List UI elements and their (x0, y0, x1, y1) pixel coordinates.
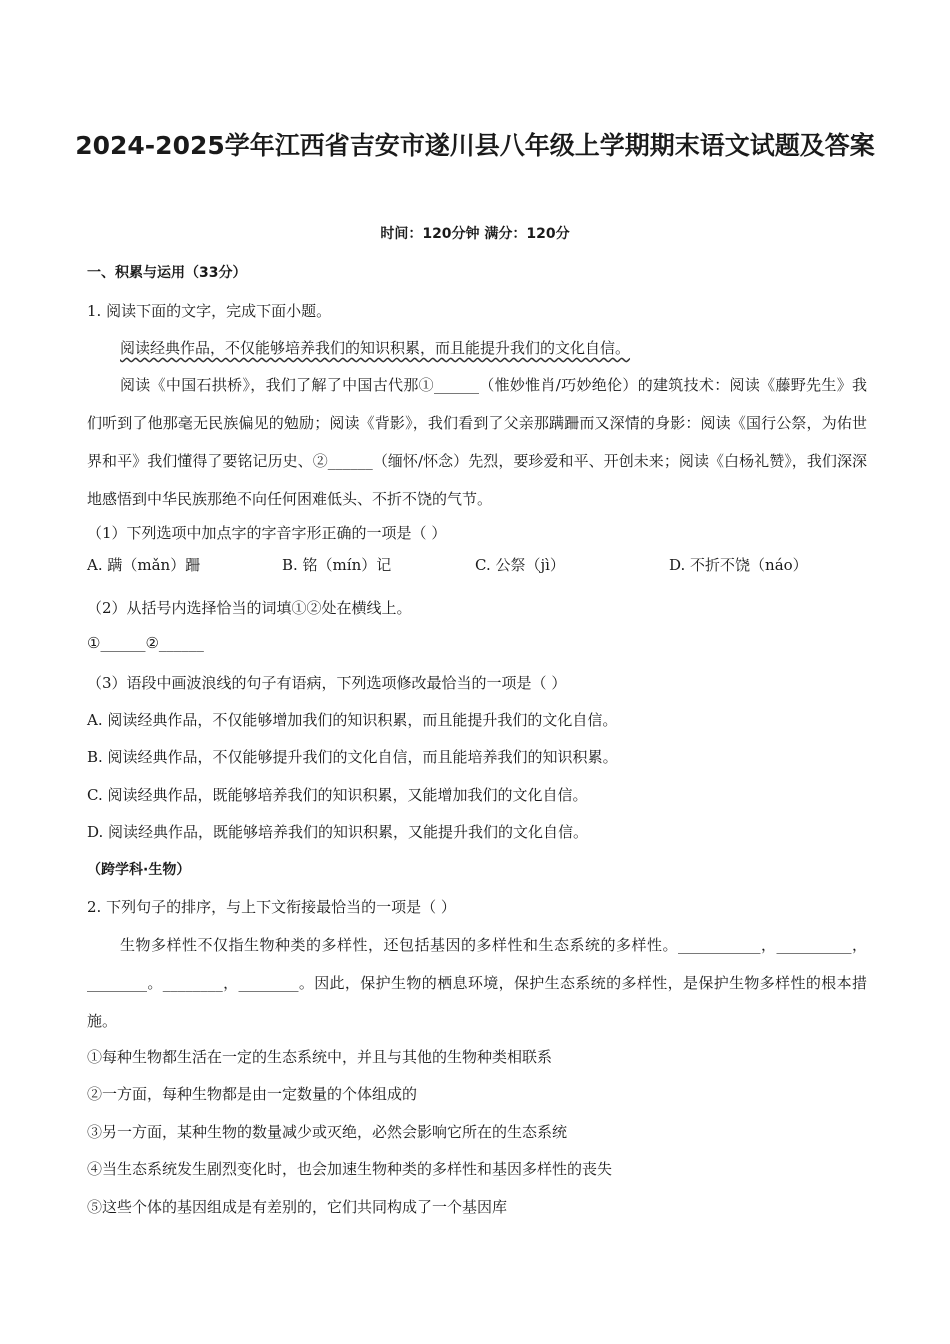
sentence-item: ①每种生物都生活在一定的生态系统中，并且与其他的生物种类相联系 (87, 1048, 553, 1066)
sub-question-2-blanks: ①______②______ (87, 634, 204, 652)
cross-subject-tag: （跨学科·生物） (87, 862, 191, 878)
document-title: 2024-2025学年江西省吉安市遂川县八年级上学期期末语文试题及答案 (75, 131, 875, 160)
option-b: B. 铭（mín）记 (282, 556, 392, 574)
sub-question-2: （2）从括号内选择恰当的词填①②处在横线上。 (87, 599, 412, 617)
question-1-stem: 1. 阅读下面的文字，完成下面小题。 (87, 302, 332, 320)
option-a: A. 阅读经典作品，不仅能够增加我们的知识积累，而且能提升我们的文化自信。 (87, 711, 618, 729)
sentence-item: ④当生态系统发生剧烈变化时，也会加速生物种类的多样性和基因多样性的丧失 (87, 1160, 613, 1178)
option-d: D. 不折不饶（náo） (669, 556, 808, 574)
question-1-passage: 阅读《中国石拱桥》，我们了解了中国古代那①______（惟妙惟肖/巧妙绝伦）的建筑技术：阅读《藤野先生》我们听到了他那毫无民族偏见的勉励；阅读《背影》，我们看到了父亲那蹒跚而又深情的身影：阅读《国行公祭，为佑世界和平》我们懂得了要铭记历史、②______（缅怀/怀念）先烈，要珍爱和平、开创未来；阅读《白杨礼赞》，我们深深地感悟到中华民族那绝不向任何困难低头、不折不饶的气节。 (87, 376, 867, 508)
question-2-passage: 生物多样性不仅指生物种类的多样性，还包括基因的多样性和生态系统的多样性。___________，__________，________。________，________。因此，保护生物的栖息环境，保护生态系统的多样性，是保护生物多样性的根本措施。 (87, 936, 867, 1030)
option-d: D. 阅读经典作品，既能够培养我们的知识积累，又能提升我们的文化自信。 (87, 823, 589, 841)
sentence-item: ②一方面，每种生物都是由一定数量的个体组成的 (87, 1085, 418, 1103)
sentence-item: ⑤这些个体的基因组成是有差别的，它们共同构成了一个基因库 (87, 1198, 508, 1216)
exam-meta: 时间：120分钟 满分：120分 (380, 226, 570, 242)
sub-question-3: （3）语段中画波浪线的句子有语病，下列选项修改最恰当的一项是（ ） (87, 674, 567, 692)
section-heading: 一、积累与运用（33分） (87, 265, 247, 281)
question-2-stem: 2. 下列句子的排序，与上下文衔接最恰当的一项是（ ） (87, 898, 456, 916)
sub-question-1: （1）下列选项中加点字的字音字形正确的一项是（ ） (87, 524, 447, 542)
option-c: C. 公祭（jì） (475, 556, 565, 574)
wavy-sentence: 阅读经典作品，不仅能够培养我们的知识积累，而且能提升我们的文化自信。 (120, 339, 631, 357)
sentence-item: ③另一方面，某种生物的数量减少或灭绝，必然会影响它所在的生态系统 (87, 1123, 568, 1141)
option-c: C. 阅读经典作品，既能够培养我们的知识积累，又能增加我们的文化自信。 (87, 786, 588, 804)
option-b: B. 阅读经典作品，不仅能够提升我们的文化自信，而且能培养我们的知识积累。 (87, 748, 618, 766)
option-a: A. 蹒（mǎn）跚 (87, 556, 201, 574)
